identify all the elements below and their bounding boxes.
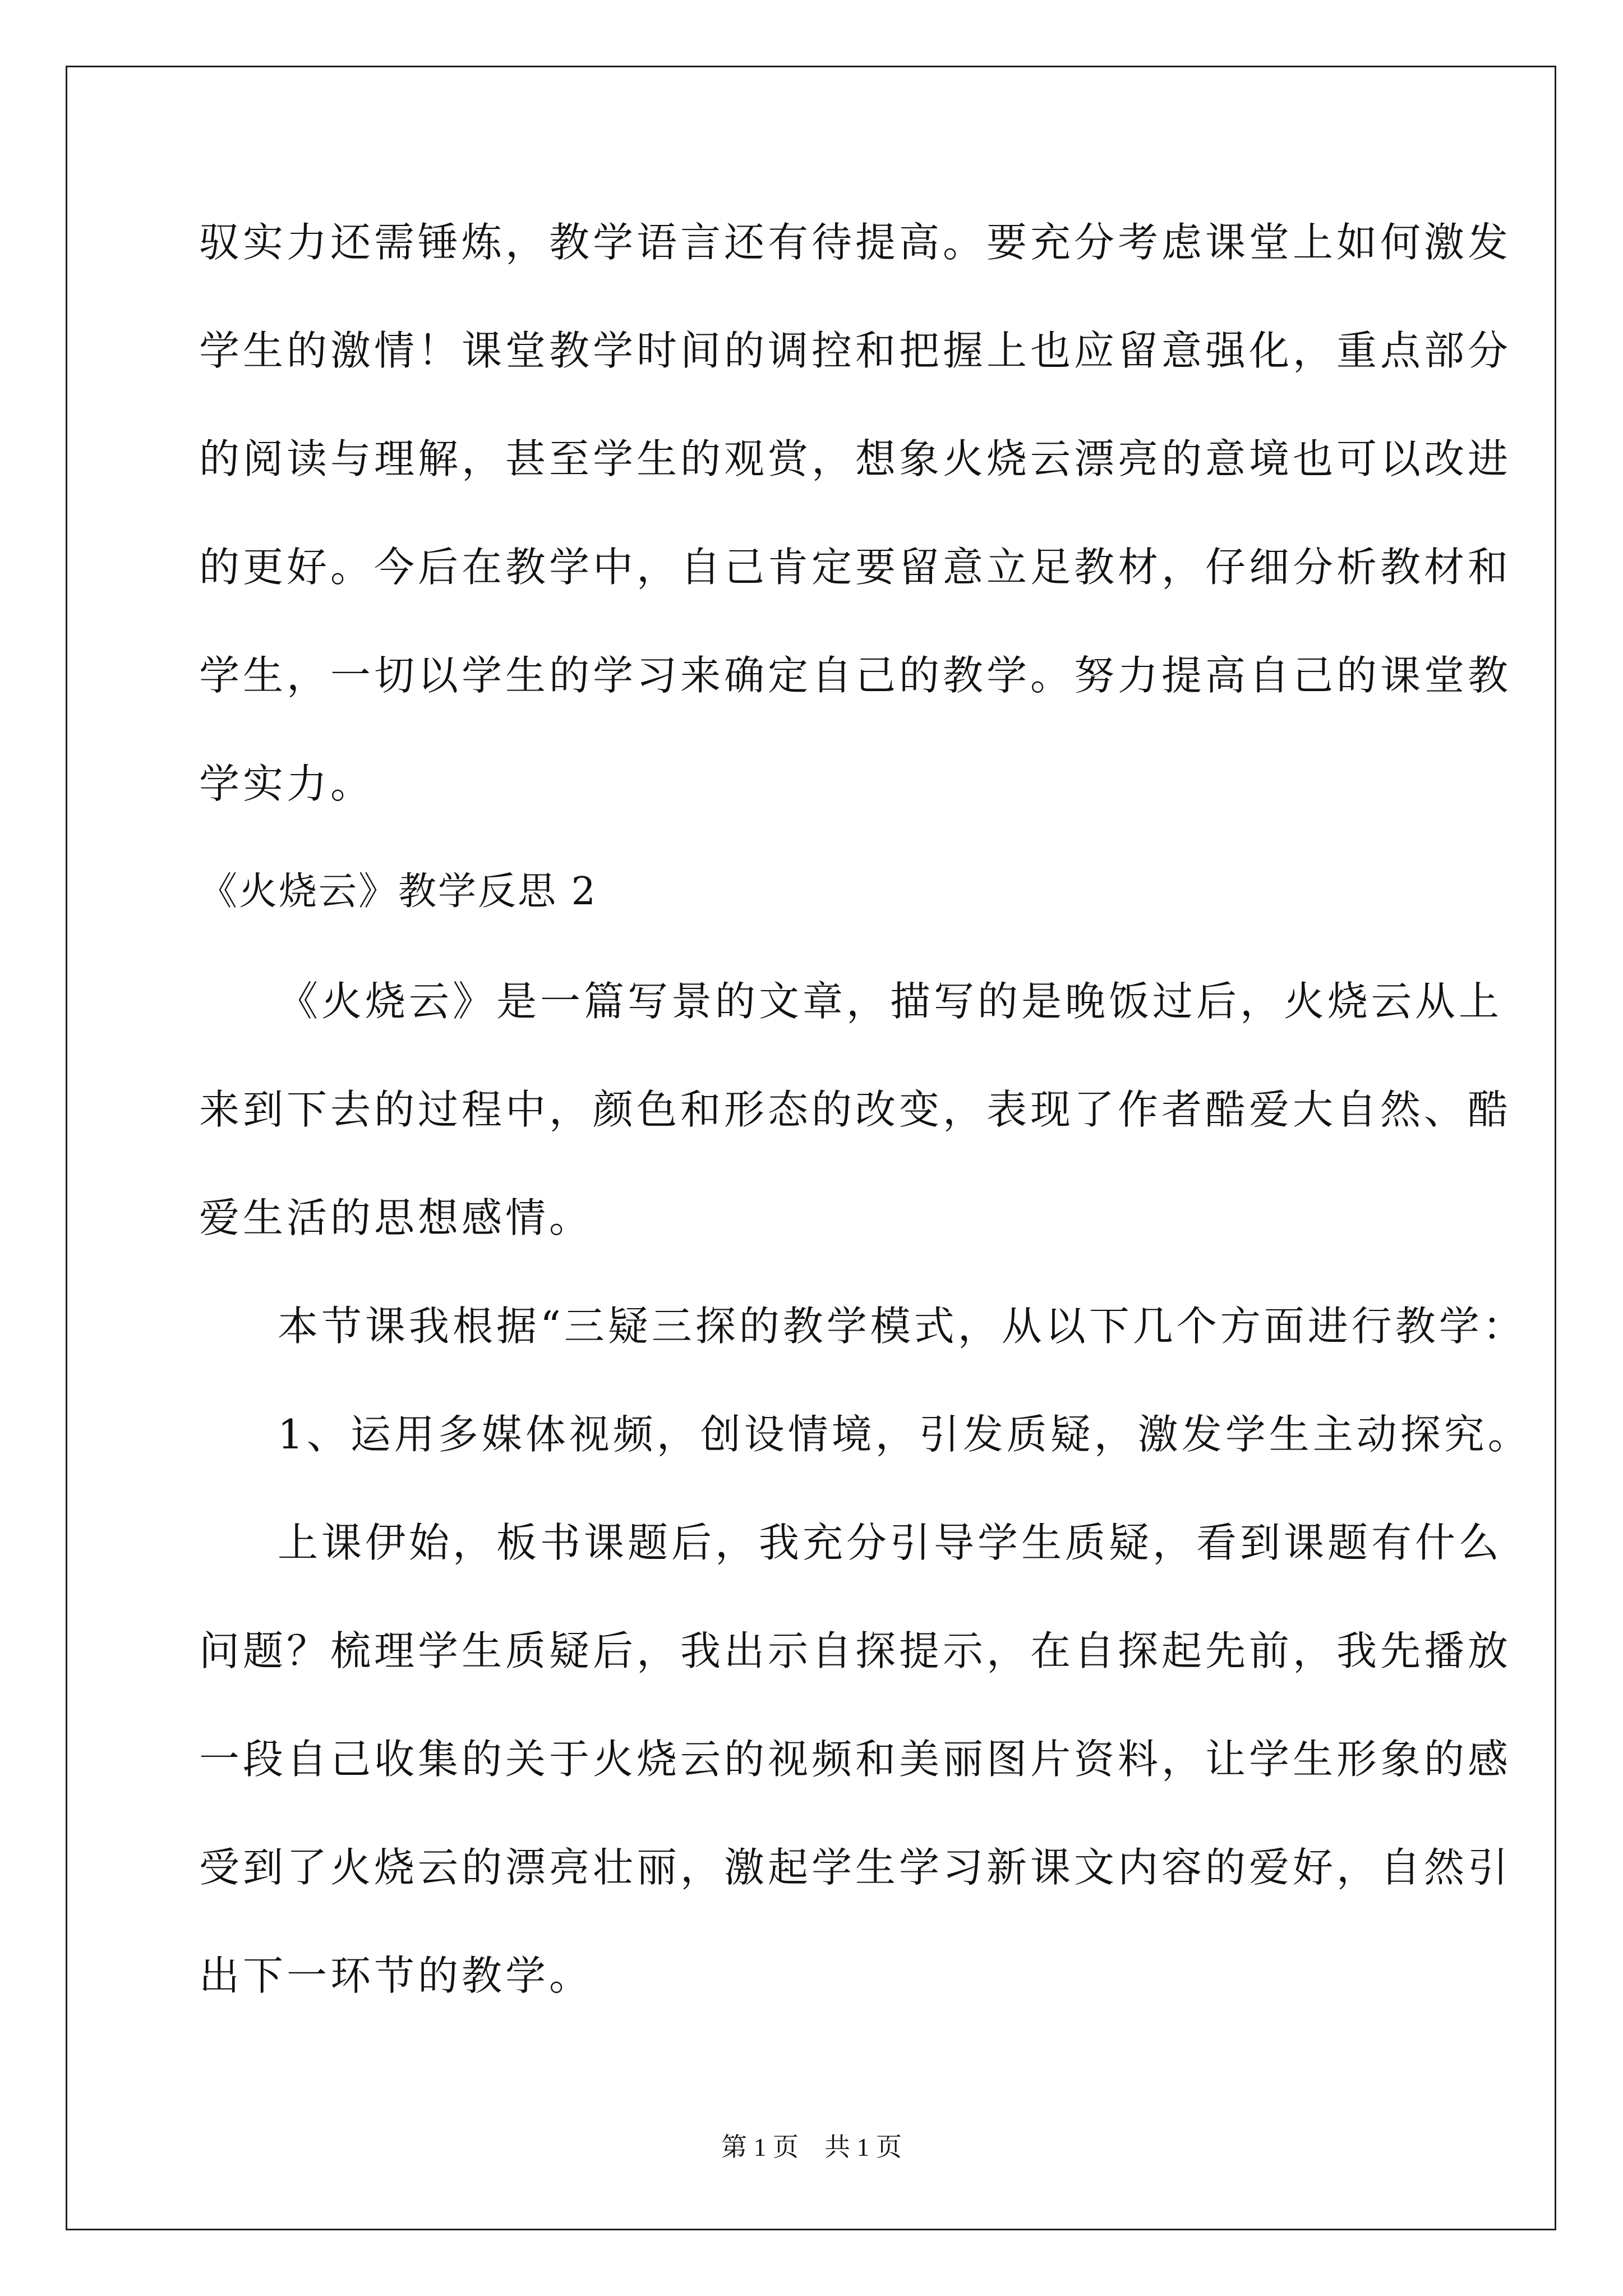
paragraph-line: 出下一环节的教学。: [199, 1952, 593, 1999]
paragraph-line: 驭实力还需锤炼，教学语言还有待提高。要充分考虑课堂上如何激发: [199, 219, 1512, 266]
paragraph-line: 一段自己收集的关于火烧云的视频和美丽图片资料，让学生形象的感: [199, 1736, 1512, 1783]
paragraph-line: 爱生活的思想感情。: [199, 1194, 593, 1241]
paragraph-line: 的阅读与理解，甚至学生的观赏，想象火烧云漂亮的意境也可以改进: [199, 435, 1512, 482]
paragraph-line: 的更好。今后在教学中，自己肯定要留意立足教材，仔细分析教材和: [199, 544, 1512, 591]
paragraph-line: 本节课我根据“三疑三探的教学模式，从以下几个方面进行教学：: [278, 1303, 1527, 1350]
paragraph-line: 学生的激情！课堂教学时间的调控和把握上也应留意强化，重点部分: [199, 327, 1512, 374]
paragraph-line: 来到下去的过程中，颜色和形态的改变，表现了作者酷爱大自然、酷: [199, 1086, 1512, 1133]
page-footer: 第 1 页 共 1 页: [721, 2133, 902, 2161]
paragraph-line: 受到了火烧云的漂亮壮丽，激起学生学习新课文内容的爱好，自然引: [199, 1844, 1512, 1891]
paragraph-line: 问题？梳理学生质疑后，我出示自探提示，在自探起先前，我先播放: [199, 1627, 1512, 1674]
paragraph-line: 上课伊始，板书课题后，我充分引导学生质疑，看到课题有什么: [278, 1519, 1503, 1566]
section-heading: 《火烧云》教学反思 2: [199, 869, 597, 914]
paragraph-line: 1、运用多媒体视频，创设情境，引发质疑，激发学生主动探究。: [278, 1411, 1532, 1458]
paragraph-line: 学实力。: [199, 760, 375, 807]
paragraph-line: 学生，一切以学生的学习来确定自己的教学。努力提高自己的课堂教: [199, 652, 1512, 699]
paragraph-line: 《火烧云》是一篇写景的文章，描写的是晚饭过后，火烧云从上: [278, 978, 1503, 1025]
page-border: [66, 66, 1556, 2230]
